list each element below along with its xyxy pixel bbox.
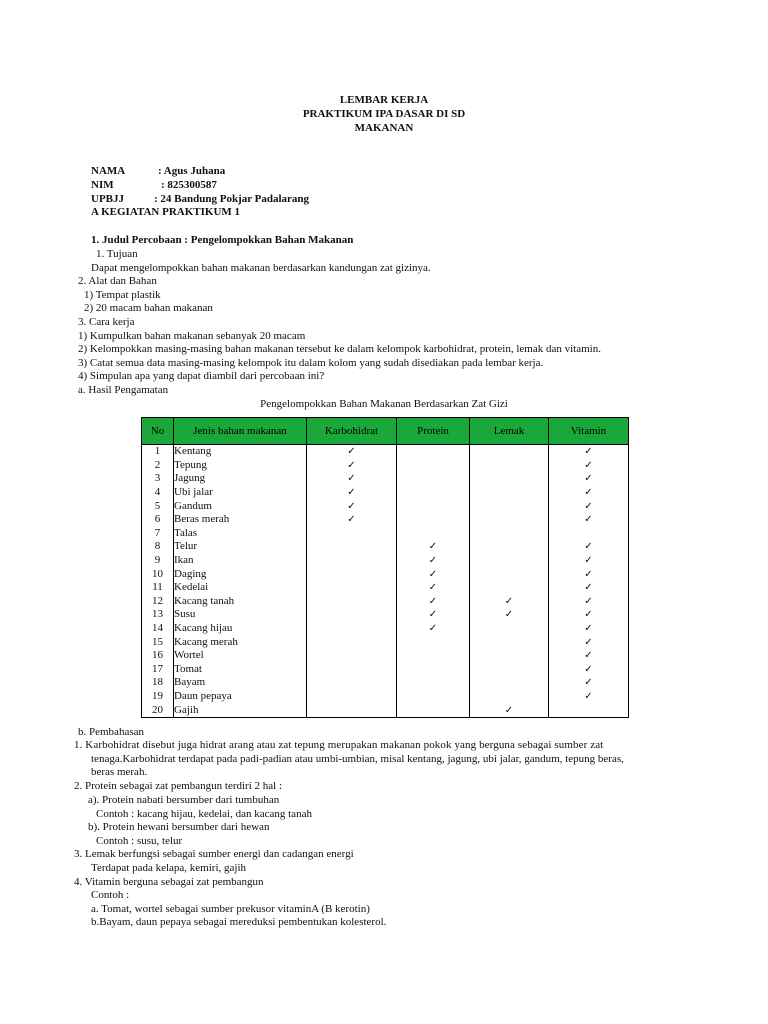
pembahasan-2a: a). Protein nabati bersumber dari tumbuhan [88,794,280,806]
protein-cell [397,486,470,500]
table-row [142,540,629,554]
protein-cell [397,703,470,717]
karbohidrat-cell [307,567,397,581]
upbjj-row [91,193,309,206]
table-row [142,459,629,473]
document-header [0,93,768,135]
pembahasan-4-contoh: Contoh : [91,889,130,901]
protein-cell [397,690,470,704]
col-header-vitamin: Vitamin [549,418,629,445]
nim-label: NIM [91,179,114,191]
pembahasan-1a: 1. Karbohidrat disebut juga hidrat arang atau zat tepung merupakan makanan pokok yang berguna sebagai sumber zat [74,739,604,751]
karbohidrat-check-icon: ✓ [307,486,397,500]
cara-title: 3. Cara kerja [78,316,135,328]
alat-title: 2. Alat dan Bahan [78,275,157,287]
food-name: Ikan [174,554,307,568]
pembahasan-title: b. Pembahasan [78,726,144,738]
karbohidrat-cell [307,595,397,609]
table-row [142,513,629,527]
pembahasan-4: 4. Vitamin berguna sebagai zat pembangun [74,876,264,888]
vitamin-check-icon: ✓ [549,445,629,459]
pembahasan-3-example: Terdapat pada kelapa, kemiri, gajih [91,862,246,874]
lemak-cell [470,554,549,568]
upbjj-label: UPBJJ [91,193,124,205]
vitamin-check-icon: ✓ [549,622,629,636]
lemak-cell [470,663,549,677]
karbohidrat-check-icon: ✓ [307,459,397,473]
pembahasan-1c: beras merah. [91,766,148,778]
karbohidrat-cell [307,663,397,677]
alat-item-2: 2) 20 macam bahan makanan [84,302,213,314]
table-row [142,486,629,500]
protein-cell [397,472,470,486]
row-number: 4 [142,486,174,500]
header-subtitle: PRAKTIKUM IPA DASAR DI SD [302,108,466,120]
food-name: Gandum [174,499,307,513]
table-row [142,472,629,486]
protein-cell [397,676,470,690]
vitamin-check-icon: ✓ [549,608,629,622]
food-name: Ubi jalar [174,486,307,500]
col-header-protein: Protein [397,418,470,445]
table-header-row [142,418,629,445]
pembahasan-4b: b.Bayam, daun pepaya sebagai mereduksi pembentukan kolesterol. [91,916,387,928]
row-number: 12 [142,595,174,609]
table-row [142,663,629,677]
protein-cell [397,499,470,513]
alat-item-1: 1) Tempat plastik [84,289,161,301]
row-number: 5 [142,499,174,513]
nutrition-table [141,417,629,718]
table-row [142,703,629,717]
karbohidrat-cell [307,649,397,663]
karbohidrat-check-icon: ✓ [307,499,397,513]
tujuan-text: Dapat mengelompokkan bahan makanan berdasarkan kandungan zat gizinya. [91,262,431,274]
protein-cell [397,445,470,459]
lemak-cell [470,486,549,500]
row-number: 7 [142,527,174,541]
vitamin-check-icon: ✓ [549,472,629,486]
col-header-lemak: Lemak [470,418,549,445]
judul-percobaan: 1. Judul Percobaan : Pengelompokkan Bahan Makanan [91,234,354,246]
karbohidrat-cell [307,622,397,636]
vitamin-check-icon: ✓ [549,581,629,595]
food-name: Gajih [174,703,307,717]
protein-cell [397,459,470,473]
pembahasan-4a: a. Tomat, wortel sebagai sumber prekusor vitaminA (B kerotin) [91,903,370,915]
table-row [142,581,629,595]
vitamin-cell [549,703,629,717]
lemak-cell [470,499,549,513]
food-name: Bayam [174,676,307,690]
lemak-cell [470,690,549,704]
karbohidrat-check-icon: ✓ [307,445,397,459]
protein-check-icon: ✓ [397,540,470,554]
protein-cell [397,635,470,649]
karbohidrat-cell [307,676,397,690]
pembahasan-2a-example: Contoh : kacang hijau, kedelai, dan kacang tanah [96,808,312,820]
lemak-cell [470,635,549,649]
row-number: 1 [142,445,174,459]
karbohidrat-cell [307,703,397,717]
row-number: 6 [142,513,174,527]
nama-label: NAMA [91,165,126,177]
nama-value: : Agus Juhana [158,165,226,177]
pembahasan-2b-example: Contoh : susu, telur [96,835,183,847]
hasil-title: a. Hasil Pengamatan [78,384,169,396]
food-name: Tepung [174,459,307,473]
lemak-cell [470,581,549,595]
cara-item-4: 4) Simpulan apa yang dapat diambil dari percobaan ini? [78,370,325,382]
protein-cell [397,527,470,541]
food-name: Wortel [174,649,307,663]
upbjj-value: : 24 Bandung Pokjar Padalarang [154,193,310,205]
row-number: 8 [142,540,174,554]
row-number: 15 [142,635,174,649]
food-name: Beras merah [174,513,307,527]
table-row [142,676,629,690]
row-number: 16 [142,649,174,663]
vitamin-check-icon: ✓ [549,540,629,554]
vitamin-check-icon: ✓ [549,663,629,677]
table-row [142,527,629,541]
protein-check-icon: ✓ [397,581,470,595]
food-name: Kacang tanah [174,595,307,609]
vitamin-check-icon: ✓ [549,595,629,609]
cara-item-1: 1) Kumpulkan bahan makanan sebanyak 20 macam [78,330,306,342]
nim-row [91,179,217,192]
karbohidrat-cell [307,690,397,704]
lemak-cell [470,472,549,486]
table-row [142,595,629,609]
lemak-cell [470,445,549,459]
row-number: 19 [142,690,174,704]
food-name: Kacang merah [174,635,307,649]
food-name: Kentang [174,445,307,459]
protein-cell [397,649,470,663]
pembahasan-2: 2. Protein sebagai zat pembangun terdiri 2 hal : [74,780,283,792]
pembahasan-2b: b). Protein hewani bersumber dari hewan [88,821,270,833]
food-name: Tomat [174,663,307,677]
table-body [142,445,629,718]
vitamin-check-icon: ✓ [549,676,629,690]
lemak-cell [470,676,549,690]
lemak-check-icon: ✓ [470,703,549,717]
lemak-cell [470,540,549,554]
karbohidrat-cell [307,608,397,622]
table-row [142,622,629,636]
cara-item-3: 3) Catat semua data masing-masing kelompok itu dalam kolom yang sudah disediakan pada lembar kerja. [78,357,544,369]
table-caption: Pengelompokkan Bahan Makanan Berdasarkan Zat Gizi [260,398,508,410]
nim-value: : 825300587 [161,179,217,191]
col-header-karbohidrat: Karbohidrat [307,418,397,445]
vitamin-cell [549,527,629,541]
vitamin-check-icon: ✓ [549,459,629,473]
nama-row [91,165,225,178]
kegiatan-heading: A KEGIATAN PRAKTIKUM 1 [91,206,241,218]
table-row [142,635,629,649]
table-row [142,499,629,513]
vitamin-check-icon: ✓ [549,554,629,568]
lemak-cell [470,459,549,473]
lemak-cell [470,513,549,527]
food-name: Susu [174,608,307,622]
row-number: 10 [142,567,174,581]
karbohidrat-check-icon: ✓ [307,513,397,527]
col-header-no: No [142,418,174,445]
karbohidrat-cell [307,540,397,554]
row-number: 14 [142,622,174,636]
lemak-cell [470,622,549,636]
karbohidrat-cell [307,581,397,595]
protein-cell [397,663,470,677]
protein-cell [397,513,470,527]
vitamin-check-icon: ✓ [549,486,629,500]
table-row [142,445,629,459]
lemak-cell [470,567,549,581]
food-name: Jagung [174,472,307,486]
lemak-check-icon: ✓ [470,595,549,609]
protein-check-icon: ✓ [397,595,470,609]
row-number: 17 [142,663,174,677]
vitamin-check-icon: ✓ [549,649,629,663]
food-name: Kedelai [174,581,307,595]
row-number: 20 [142,703,174,717]
row-number: 18 [142,676,174,690]
tujuan-title: 1. Tujuan [96,248,138,260]
col-header-name: Jenis bahan makanan [174,418,307,445]
vitamin-check-icon: ✓ [549,513,629,527]
lemak-cell [470,527,549,541]
row-number: 3 [142,472,174,486]
header-title: LEMBAR KERJA [339,94,429,106]
protein-check-icon: ✓ [397,567,470,581]
karbohidrat-cell [307,554,397,568]
table-row [142,554,629,568]
vitamin-check-icon: ✓ [549,635,629,649]
row-number: 9 [142,554,174,568]
protein-check-icon: ✓ [397,622,470,636]
protein-check-icon: ✓ [397,608,470,622]
food-name: Daun pepaya [174,690,307,704]
table-row [142,649,629,663]
food-name: Kacang hijau [174,622,307,636]
header-topic: MAKANAN [354,122,414,134]
vitamin-check-icon: ✓ [549,690,629,704]
pembahasan-3: 3. Lemak berfungsi sebagai sumber energi dan cadangan energi [74,848,354,860]
vitamin-check-icon: ✓ [549,499,629,513]
protein-check-icon: ✓ [397,554,470,568]
food-name: Daging [174,567,307,581]
karbohidrat-cell [307,527,397,541]
row-number: 13 [142,608,174,622]
vitamin-check-icon: ✓ [549,567,629,581]
food-name: Telur [174,540,307,554]
karbohidrat-check-icon: ✓ [307,472,397,486]
table-row [142,567,629,581]
food-name: Talas [174,527,307,541]
pembahasan-1b: tenaga.Karbohidrat terdapat pada padi-padian atau umbi-umbian, misal kentang, jagung, ubi jalar, gandum, tepung beras, [91,753,624,765]
lemak-cell [470,649,549,663]
table-row [142,690,629,704]
karbohidrat-cell [307,635,397,649]
row-number: 11 [142,581,174,595]
lemak-check-icon: ✓ [470,608,549,622]
table-row [142,608,629,622]
row-number: 2 [142,459,174,473]
cara-item-2: 2) Kelompokkan masing-masing bahan makanan tersebut ke dalam kelompok karbohidrat, protein, lemak dan vitamin. [78,343,601,355]
